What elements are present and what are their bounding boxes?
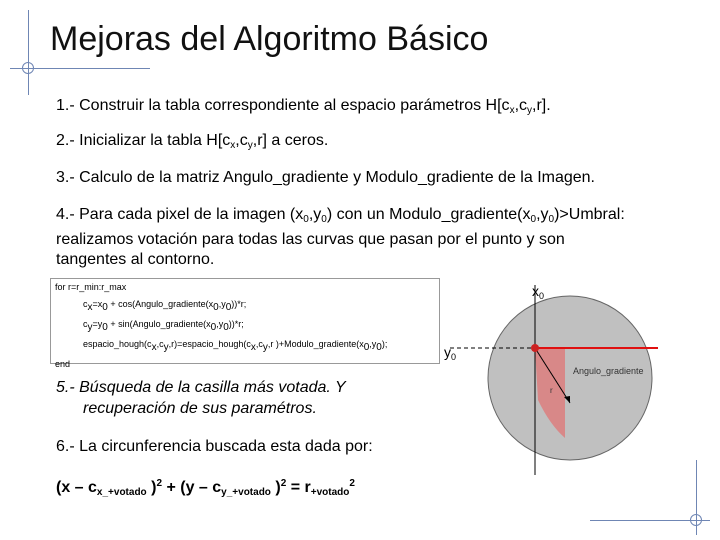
circle-equation: ($x - c_{x\_+votado}$ )$^2 + (y - c_{y\_+votado}$ )$^2 = r_{+votado}^2$ — [56, 478, 355, 498]
gradient-circle-diagram — [430, 275, 700, 505]
code-line-cy: $c_y=y_0$ + $\sin(Angulo\_gradiente(x_0,y_0))*r$; — [83, 319, 244, 333]
step-2: 2.- Inicializar la tabla $H[c_x,c_y,r]$ a ceros. — [56, 132, 329, 151]
y0-label: $y_0$ — [444, 344, 457, 362]
edge-point — [531, 344, 539, 352]
code-line-cx: $c_x=x_0$ + $\cos(Angulo\_gradiente(x_0,y_0))*r$; — [83, 299, 247, 313]
step-4: 4.- Para cada pixel de la imagen $(x_0,y_0)$ con un $Modulo\_gradiente(x_0,y_0)>Umbral$: realizamos votación para todas las curvas que pasan por el punto y son tangentes al contorno. — [56, 206, 625, 268]
decor-line-left — [28, 10, 29, 95]
code-line-for: for r=r_min:r_max — [55, 282, 127, 292]
step-5: 5.- Búsqueda de la casilla más votada. Y recuperación de sus paramétros. — [56, 379, 346, 417]
decor-circle-bottom — [690, 514, 702, 526]
code-line-hough: $espacio\_hough(c_x,c_y,r)=espacio\_hough(c_x,c_y,r$ )$+Modulo\_gradiente(x_0,y_0)$; — [83, 339, 388, 353]
step-1: 1.- Construir la tabla correspondiente al espacio parámetros $H[c_x,c_y,r]$. — [56, 97, 551, 116]
radius-label: r — [550, 386, 553, 395]
code-line-end: end — [55, 359, 71, 369]
code-block — [50, 278, 440, 369]
step-6: 6.- La circunferencia buscada esta dada por: — [56, 438, 373, 455]
page-title: Mejoras del Algoritmo Básico — [50, 20, 489, 58]
step-3: 3.- Calculo de la matriz Angulo_gradiente y Modulo_gradiente de la Imagen. — [56, 169, 595, 186]
x0-label: $x_0$ — [532, 283, 545, 301]
angle-gradient-label: Angulo_gradiente — [573, 366, 644, 376]
decor-circle-top — [22, 62, 34, 74]
